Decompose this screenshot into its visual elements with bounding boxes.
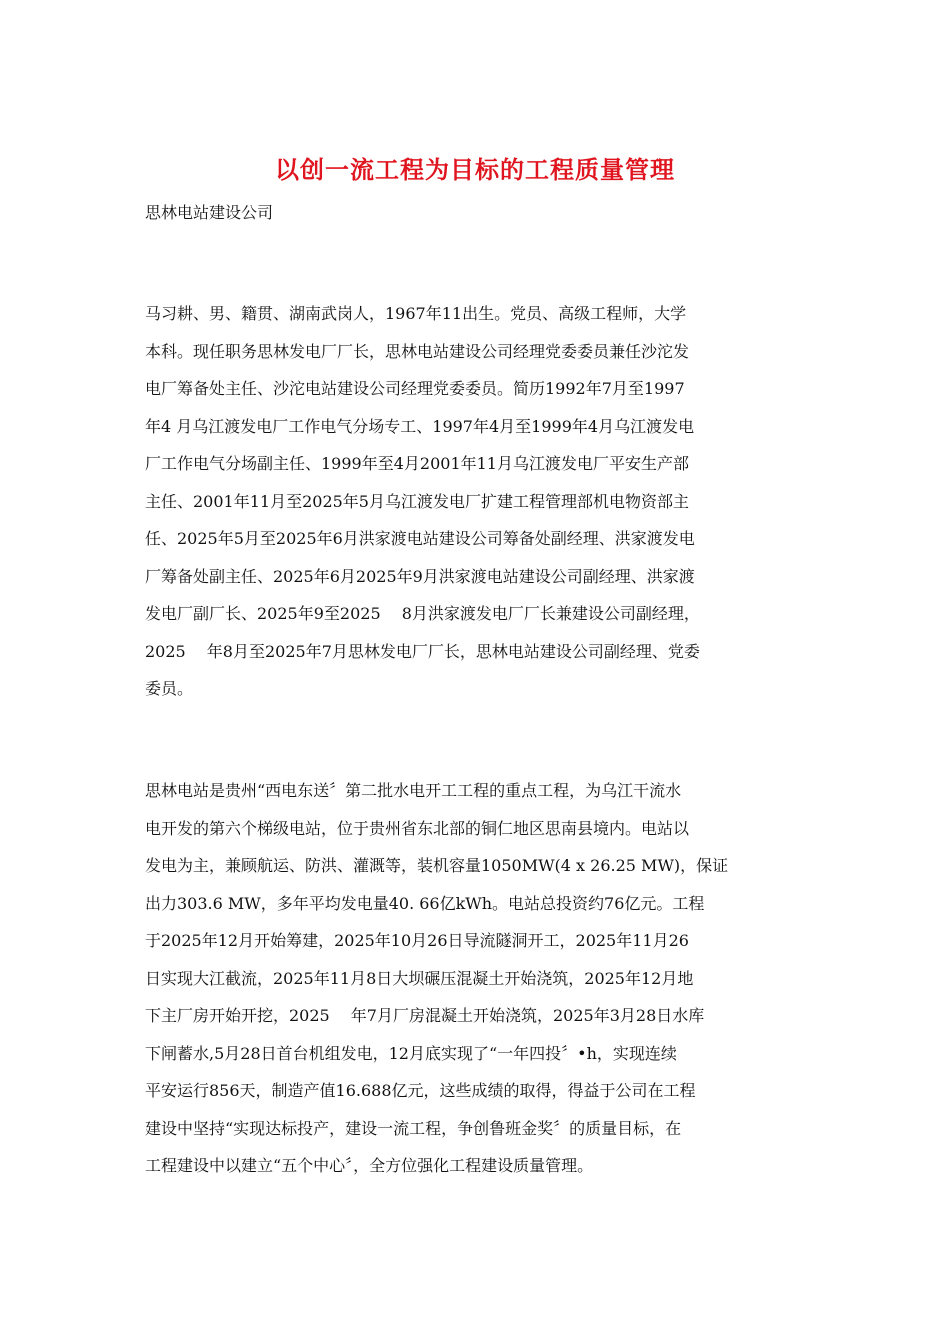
paragraph-line: 马习耕、男、籍贯、湖南武岗人，1967年11出生。党员、高级工程师，大学 [145, 304, 687, 323]
paragraph-line: 厂工作电气分场副主任、1999年至4月2001年11月乌江渡发电厂平安生产部 [145, 454, 689, 473]
document-title: 以创一流工程为目标的工程质量管理 [275, 155, 675, 184]
paragraph-line: 主任、2001年11月至2025年5月乌江渡发电厂扩建工程管理部机电物资部主 [145, 491, 689, 511]
paragraph-line: 电厂筹备处主任、沙沱电站建设公司经理党委委员。简历1992年7月至1997 [145, 379, 685, 398]
paragraph-biography [145, 295, 810, 708]
paragraph-line: 下主厂房开始开挖，2025 年7月厂房混凝土开始浇筑，2025年3月28日水库 [145, 1006, 705, 1025]
paragraph-line: 发电厂副厂长、2025年9至2025 8月洪家渡发电厂厂长兼建设公司副经理， [145, 604, 700, 623]
paragraph-line: 年4 月乌江渡发电厂工作电气分场专工、1997年4月至1999年4月乌江渡发电 [145, 416, 695, 436]
paragraph-line: 电开发的第六个梯级电站，位于贵州省东北部的铜仁地区思南县境内。电站以 [145, 818, 690, 838]
paragraph-station-overview [145, 772, 810, 1185]
paragraph-line: 委员。 [145, 679, 194, 698]
paragraph-line: 工程建设中以建立“五个中心〞，全方位强化工程建设质量管理。 [145, 1156, 594, 1175]
paragraph-line: 下闸蓄水,5月28日首台机组发电，12月底实现了“一年四投〞•h，实现连续 [145, 1043, 677, 1063]
paragraph-line: 日实现大江截流，2025年11月8日大坝碾压混凝土开始浇筑，2025年12月地 [145, 968, 694, 988]
paragraph-line: 思林电站是贵州“西电东送〞第二批水电开工工程的重点工程，为乌江干流水 [145, 781, 682, 800]
paragraph-line: 任、2025年5月至2025年6月洪家渡电站建设公司筹备处副经理、洪家渡发电 [145, 529, 695, 548]
paragraph-line: 出力303.6 MW，多年平均发电量40. 66亿kWh。电站总投资约76亿元。工程 [145, 893, 705, 913]
paragraph-line: 建设中坚持“实现达标投产，建设一流工程，争创鲁班金奖〞的质量目标，在 [145, 1118, 682, 1138]
paragraph-line: 发电为主，兼顾航运、防洪、灌溉等，装机容量1050MW(4 x 26.25 MW)，保证 [145, 856, 729, 875]
paragraph-line: 平安运行856天，制造产值16.688亿元，这些成绩的取得，得益于公司在工程 [145, 1081, 696, 1100]
paragraph-line: 2025 年8月至2025年7月思林发电厂厂长，思林电站建设公司副经理、党委 [145, 641, 700, 661]
paragraph-line: 本科。现任职务思林发电厂厂长，思林电站建设公司经理党委委员兼任沙沱发 [145, 341, 690, 361]
paragraph-line: 厂筹备处副主任、2025年6月2025年9月洪家渡电站建设公司副经理、洪家渡 [145, 566, 695, 586]
paragraph-line: 于2025年12月开始筹建，2025年10月26日导流隧洞开工，2025年11月26 [145, 931, 689, 950]
organization-name: 思林电站建设公司 [145, 203, 274, 222]
